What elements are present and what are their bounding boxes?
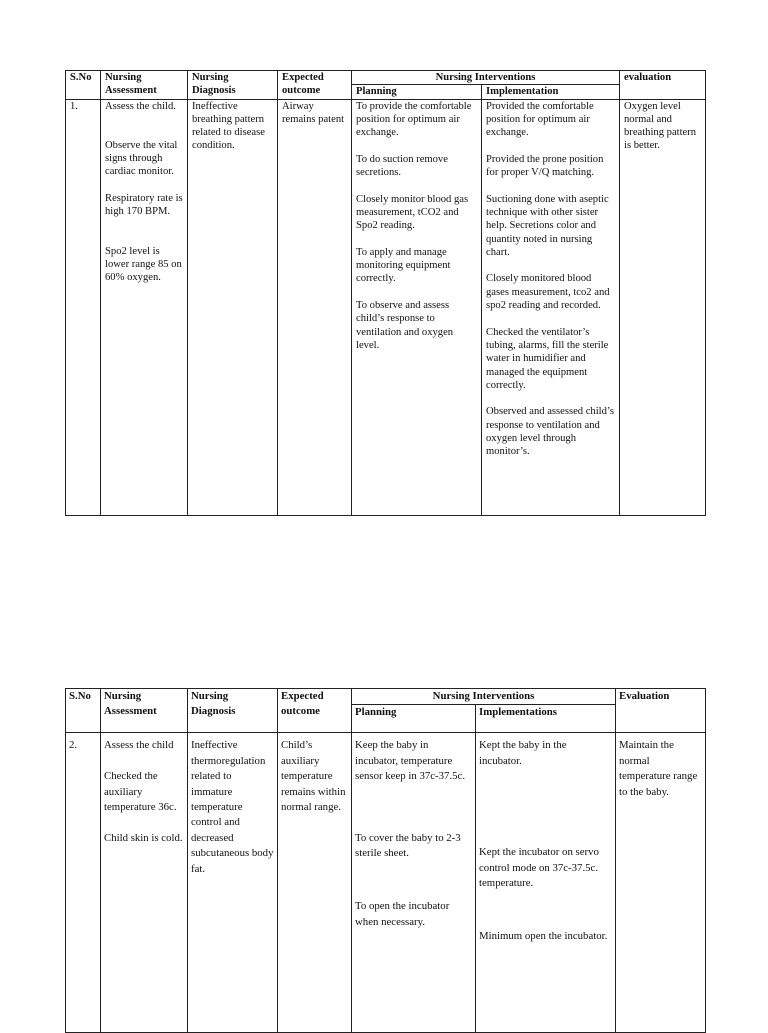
header-interventions: Nursing Interventions: [352, 71, 620, 85]
table-row: [66, 99, 706, 515]
planning-item: Keep the baby in incubator, temperature sensor keep in 37c-37.5c.: [355, 739, 466, 783]
implementation-item: Kept the baby in the incubator.: [479, 739, 567, 767]
implementation-item: Provided the comfortable position for optimum air exchange.: [486, 100, 594, 139]
cell-outcome: Airway remains patent: [278, 99, 352, 515]
header-row: [66, 71, 706, 85]
header-diagnosis: Nursing Diagnosis: [188, 689, 278, 733]
cell-sno: 1.: [66, 99, 101, 515]
planning-item: To observe and assess child’s response to ventilation and oxygen level.: [356, 300, 454, 351]
assessment-item: Child skin is cold.: [104, 831, 183, 844]
cell-diagnosis: Ineffective thermoregulation related to immature temperature control and decreased subcutaneous body fat.: [188, 733, 278, 1033]
cell-evaluation: Maintain the normal temperature range to the baby.: [616, 733, 706, 1033]
table-row: [66, 733, 706, 1033]
assessment-item: Assess the child: [104, 739, 174, 752]
care-plan-table-2: [65, 688, 706, 1033]
header-sno: S.No: [66, 71, 101, 100]
implementation-item: Closely monitored blood gases measurement, tco2 and spo2 reading and recorded.: [486, 273, 610, 312]
cell-planning: [352, 99, 482, 515]
assessment-item: Checked the auxiliary temperature 36c.: [104, 770, 177, 814]
cell-sno: 2.: [66, 733, 101, 1033]
cell-evaluation: Oxygen level normal and breathing pattern is better.: [620, 99, 706, 515]
header-outcome: Expected outcome: [278, 71, 352, 100]
implementation-item: Provided the prone position for proper V/Q matching.: [486, 153, 604, 179]
assessment-item: Spo2 level is lower range 85 on 60% oxygen.: [105, 245, 182, 284]
assessment-item: Respiratory rate is high 170 BPM.: [105, 193, 183, 218]
header-implementation: Implementation: [482, 85, 620, 99]
header-diagnosis: Nursing Diagnosis: [188, 71, 278, 100]
cell-diagnosis: Ineffective breathing pattern related to disease condition.: [188, 99, 278, 515]
header-row: [66, 689, 706, 705]
header-planning: Planning: [352, 85, 482, 99]
header-implementation: Implementations: [476, 705, 616, 733]
header-evaluation: evaluation: [620, 71, 706, 100]
header-evaluation: Evaluation: [616, 689, 706, 733]
header-planning: Planning: [352, 705, 476, 733]
header-sno: S.No: [66, 689, 101, 733]
implementation-item: Kept the incubator on servo control mode on 37c-37.5c. temperature.: [479, 846, 599, 890]
header-assessment: Nursing Assessment: [101, 689, 188, 733]
care-plan-table-1: [65, 70, 706, 516]
planning-item: To open the incubator when necessary.: [355, 900, 450, 928]
header-assessment: Nursing Assessment: [101, 71, 188, 100]
cell-implementation: [482, 99, 620, 515]
cell-planning: [352, 733, 476, 1033]
header-interventions: Nursing Interventions: [352, 689, 616, 705]
implementation-item: Observed and assessed child’s response to ventilation and oxygen level through monitor’s.: [486, 406, 614, 458]
cell-assessment: [101, 733, 188, 1033]
cell-outcome: Child’s auxiliary temperature remains within normal range.: [278, 733, 352, 1033]
cell-assessment: [101, 99, 188, 515]
header-outcome: Expected outcome: [278, 689, 352, 733]
implementation-item: Minimum open the incubator.: [479, 930, 608, 943]
planning-item: To do suction remove secretions.: [356, 153, 448, 179]
planning-item: To provide the comfortable position for optimum air exchange.: [356, 100, 472, 139]
planning-item: To cover the baby to 2-3 sterile sheet.: [355, 831, 461, 860]
implementation-item: Checked the ventilator’s tubing, alarms, fill the sterile water in humidifier and managed the equipment correctly.: [486, 326, 609, 391]
assessment-item: Assess the child.: [105, 100, 176, 112]
cell-implementation: [476, 733, 616, 1033]
assessment-item: Observe the vital signs through cardiac monitor.: [105, 139, 178, 178]
planning-item: To apply and manage monitoring equipment correctly.: [356, 246, 451, 285]
planning-item: Closely monitor blood gas measurement, tCO2 and Spo2 reading.: [356, 193, 469, 232]
implementation-item: Suctioning done with aseptic technique with other sister help. Secretions color and quantity noted in nursing chart.: [486, 193, 609, 258]
